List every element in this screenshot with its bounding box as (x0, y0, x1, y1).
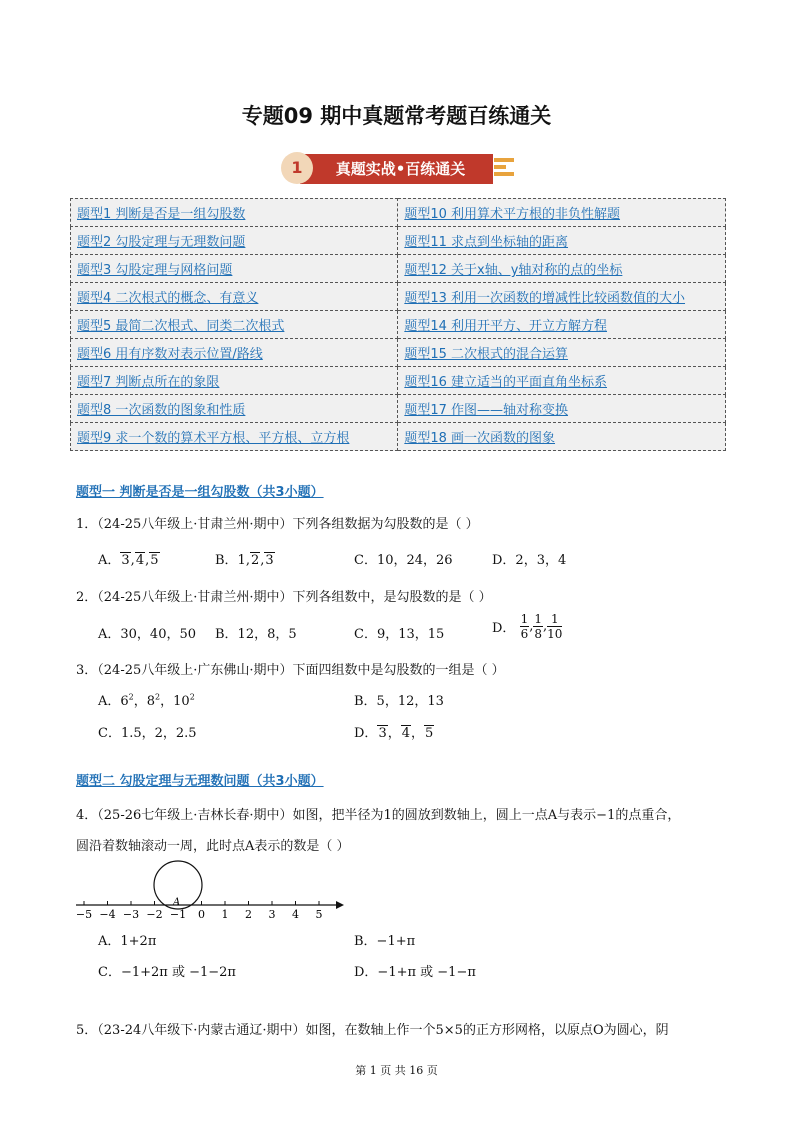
toc-row (71, 395, 726, 423)
q1-option-c: C．10，24，26 (354, 553, 453, 568)
toc-link[interactable]: 题型15 二次根式的混合运算 (404, 347, 569, 362)
axis-tick-label: −3 (122, 908, 140, 921)
toc-cell[interactable] (398, 395, 726, 423)
q4-option-d: D．−1+π 或 −1−π (354, 965, 476, 980)
axis-tick-label: −4 (99, 908, 116, 921)
axis-tick-label: 2 (245, 908, 252, 921)
section-heading-1[interactable]: 题型一 判断是否是一组勾股数（共3小题） (76, 485, 324, 500)
topic-index-table (70, 198, 726, 451)
number-line-figure (74, 855, 354, 925)
q3-option-b: B．5，12，13 (354, 694, 444, 709)
axis-tick-label: 0 (198, 908, 205, 921)
axis-tick-label: 4 (292, 908, 299, 921)
q1-option-a: A．3,4,5 (98, 553, 159, 568)
q1-option-b: B．1,2,3 (215, 553, 274, 568)
toc-row (71, 423, 726, 451)
toc-row (71, 283, 726, 311)
question-4-line2: 圆沿着数轴滚动一周，此时点A表示的数是（ ） (76, 839, 350, 854)
toc-link[interactable]: 题型7 判断点所在的象限 (77, 375, 220, 390)
toc-cell[interactable] (398, 255, 726, 283)
toc-link[interactable]: 题型13 利用一次函数的增减性比较函数值的大小 (404, 291, 686, 306)
toc-link[interactable]: 题型2 勾股定理与无理数问题 (77, 235, 246, 250)
toc-cell[interactable] (398, 367, 726, 395)
toc-cell[interactable] (71, 227, 398, 255)
toc-link[interactable]: 题型3 勾股定理与网格问题 (77, 263, 233, 278)
q2-option-c: C．9，13，15 (354, 627, 445, 642)
question-2-stem: 2．（24-25八年级上·甘肃兰州·期中）下列各组数中，是勾股数的是（ ） (76, 590, 492, 605)
axis-tick-label: −5 (75, 908, 93, 921)
banner-number: 1 (281, 152, 313, 184)
toc-cell[interactable] (71, 283, 398, 311)
page-footer: 第 1 页 共 16 页 (355, 1064, 438, 1077)
toc-row (71, 367, 726, 395)
toc-link[interactable]: 题型12 关于x轴、y轴对称的点的坐标 (404, 263, 623, 278)
toc-cell[interactable] (71, 339, 398, 367)
toc-cell[interactable] (71, 311, 398, 339)
toc-row (71, 339, 726, 367)
toc-link[interactable]: 题型10 利用算术平方根的非负性解题 (404, 207, 621, 222)
toc-cell[interactable] (71, 423, 398, 451)
toc-cell[interactable] (71, 199, 398, 227)
section-heading-2[interactable]: 题型二 勾股定理与无理数问题（共3小题） (76, 774, 324, 789)
q2-option-b: B．12，8，5 (215, 627, 297, 642)
toc-link[interactable]: 题型5 最简二次根式、同类二次根式 (77, 319, 285, 334)
toc-link[interactable]: 题型17 作图——轴对称变换 (404, 403, 569, 418)
toc-cell[interactable] (71, 367, 398, 395)
toc-row (71, 311, 726, 339)
toc-row (71, 227, 726, 255)
banner-decoration (494, 158, 514, 179)
question-1-stem: 1．（24-25八年级上·甘肃兰州·期中）下列各组数据为勾股数的是（ ） (76, 517, 479, 532)
toc-cell[interactable] (398, 311, 726, 339)
q1-option-d: D．2，3，4 (492, 553, 567, 568)
toc-cell[interactable] (71, 255, 398, 283)
toc-cell[interactable] (398, 283, 726, 311)
axis-tick-label: 1 (221, 908, 229, 921)
toc-link[interactable]: 题型1 判断是否是一组勾股数 (77, 207, 246, 222)
toc-link[interactable]: 题型11 求点到坐标轴的距离 (404, 235, 569, 250)
toc-link[interactable]: 题型9 求一个数的算术平方根、平方根、立方根 (77, 431, 350, 446)
q3-option-d: D．3，4，5 (354, 726, 434, 741)
question-3-stem: 3．（24-25八年级上·广东佛山·期中）下面四组数中是勾股数的一组是（ ） (76, 663, 505, 678)
toc-cell[interactable] (398, 227, 726, 255)
toc-cell[interactable] (398, 199, 726, 227)
point-a-label: A (173, 897, 181, 908)
toc-link[interactable]: 题型18 画一次函数的图象 (404, 431, 556, 446)
q3-option-a: A．$6^2$，$8^2$，$10^2$ (98, 692, 195, 709)
q4-option-c: C．−1+2π 或 −1−2π (98, 965, 236, 980)
axis-arrow (336, 901, 344, 909)
toc-cell[interactable] (398, 339, 726, 367)
toc-link[interactable]: 题型16 建立适当的平面直角坐标系 (404, 375, 608, 390)
question-5-stem: 5．（23-24八年级下·内蒙古通辽·期中）如图，在数轴上作一个5×5的正方形网格，以原点O为圆心，阴 (76, 1023, 669, 1038)
banner-label: 真题实战•百练通关 (300, 154, 493, 184)
toc-link[interactable]: 题型4 二次根式的概念、有意义 (77, 291, 259, 306)
toc-cell[interactable] (398, 423, 726, 451)
q4-option-a: A．1+2π (98, 934, 157, 949)
toc-link[interactable]: 题型8 一次函数的图象和性质 (77, 403, 246, 418)
axis-tick-label: −1 (169, 908, 187, 921)
section-banner (281, 150, 513, 188)
axis-tick-label: −2 (146, 908, 163, 921)
question-4-line1: 4．（25-26七年级上·吉林长春·期中）如图，把半径为1的圆放到数轴上，圆上一点A与表示−1的点重合， (76, 808, 681, 823)
q2-option-a: A．30，40，50 (98, 627, 197, 642)
toc-link[interactable]: 题型6 用有序数对表示位置/路线 (77, 347, 263, 362)
q2-option-d: D． $\frac{1}{6}$ , $\frac{1}{8}$ , $\frac{1}{10}$ (492, 612, 563, 641)
axis-tick-label: 5 (315, 908, 323, 921)
toc-row (71, 255, 726, 283)
q4-option-b: B．−1+π (354, 934, 416, 949)
q3-option-c: C．1.5，2，2.5 (98, 726, 197, 741)
toc-row (71, 199, 726, 227)
axis-tick-label: 3 (268, 908, 276, 921)
toc-cell[interactable] (71, 395, 398, 423)
page-title: 专题09 期中真题常考题百练通关 (241, 104, 552, 128)
toc-link[interactable]: 题型14 利用开平方、开立方解方程 (404, 319, 608, 334)
